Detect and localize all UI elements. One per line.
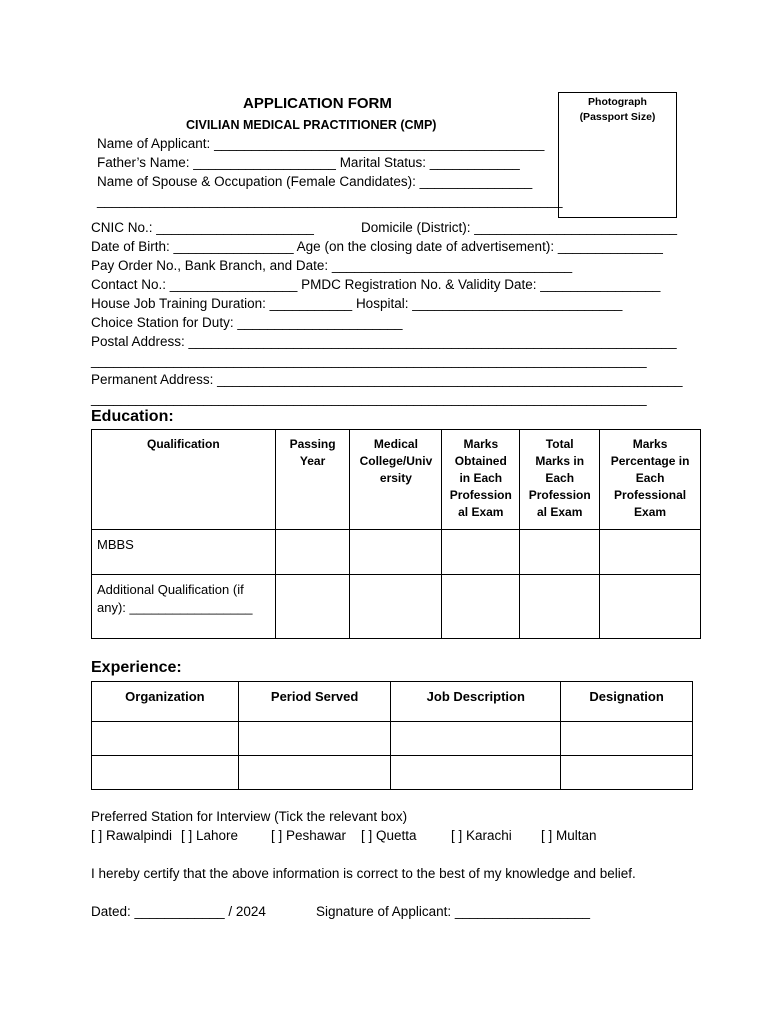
table-cell[interactable] [391, 722, 561, 756]
table-cell[interactable] [350, 530, 442, 575]
choice-station-field[interactable]: Choice Station for Duty: ______________________ [91, 315, 403, 330]
declaration-text: I hereby certify that the above information is correct to the best of my knowledge and belief. [91, 866, 636, 881]
table-cell[interactable] [92, 756, 239, 790]
photograph-label: Photograph [588, 96, 647, 108]
table-cell[interactable] [275, 575, 350, 639]
table-row [92, 530, 701, 575]
table-cell[interactable] [391, 756, 561, 790]
passing-year-header: Passing Year [275, 430, 350, 530]
passport-size-label: (Passport Size) [579, 111, 656, 123]
mbbs-label: MBBS [92, 530, 276, 575]
table-cell[interactable] [600, 575, 701, 639]
qualification-header: Qualification [92, 430, 276, 530]
period-served-header: Period Served [238, 682, 391, 722]
table-row [92, 722, 693, 756]
experience-heading: Experience: [91, 659, 182, 676]
designation-header: Designation [561, 682, 693, 722]
cnic-field[interactable]: CNIC No.: _____________________ [91, 220, 314, 235]
spouse-occupation-continuation[interactable]: ______________________________________________________________ [97, 193, 563, 208]
medical-college-header: Medical College/Univ ersity [350, 430, 442, 530]
table-row [92, 756, 693, 790]
total-marks-header: Total Marks in Each Profession al Exam [520, 430, 600, 530]
experience-header-row [92, 682, 693, 722]
spouse-occupation-field[interactable]: Name of Spouse & Occupation (Female Candidates): _______________ [97, 174, 533, 189]
table-cell[interactable] [561, 722, 693, 756]
domicile-field[interactable]: Domicile (District): ___________________________ [361, 220, 677, 235]
job-description-header: Job Description [391, 682, 561, 722]
postal-address-field[interactable]: Postal Address: _________________________________________________________________ [91, 334, 677, 349]
table-cell[interactable] [238, 722, 391, 756]
table-row [92, 575, 701, 639]
house-job-hospital-field[interactable]: House Job Training Duration: ___________ Hospital: ____________________________ [91, 296, 623, 311]
table-cell[interactable] [92, 722, 239, 756]
photograph-box[interactable] [558, 92, 677, 218]
station-option-quetta[interactable]: [ ] Quetta [361, 828, 417, 843]
applicant-name-field[interactable]: Name of Applicant: ____________________________________________ [97, 136, 545, 151]
station-option-lahore[interactable]: [ ] Lahore [181, 828, 239, 843]
dated-field[interactable]: Dated: ____________ / 2024 [91, 904, 266, 919]
station-option-rawalpindi[interactable]: [ ] Rawalpindi [91, 828, 173, 843]
education-table [91, 429, 701, 639]
table-cell[interactable] [520, 575, 600, 639]
table-cell[interactable] [350, 575, 442, 639]
permanent-address-continuation[interactable]: __________________________________________________________________________ [91, 391, 647, 406]
postal-address-continuation[interactable]: __________________________________________________________________________ [91, 353, 647, 368]
interview-station-prompt: Preferred Station for Interview (Tick the relevant box) [91, 809, 408, 824]
station-option-peshawar[interactable]: [ ] Peshawar [271, 828, 347, 843]
education-heading: Education: [91, 408, 174, 425]
form-subtitle: CIVILIAN MEDICAL PRACTITIONER (CMP) [186, 118, 437, 132]
father-name-marital-status-field[interactable]: Father’s Name: ___________________ Marital Status: ____________ [97, 155, 520, 170]
table-cell[interactable] [520, 530, 600, 575]
additional-qualification-label[interactable]: Additional Qualification (if any): _________________ [92, 575, 276, 639]
experience-table [91, 681, 693, 790]
contact-pmdc-field[interactable]: Contact No.: _________________ PMDC Registration No. & Validity Date: ________________ [91, 277, 661, 292]
education-header-row [92, 430, 701, 530]
form-title: APPLICATION FORM [243, 95, 392, 112]
table-cell[interactable] [561, 756, 693, 790]
organization-header: Organization [92, 682, 239, 722]
station-option-multan[interactable]: [ ] Multan [541, 828, 597, 843]
table-cell[interactable] [238, 756, 391, 790]
signature-field[interactable]: Signature of Applicant: __________________ [316, 904, 590, 919]
dob-age-field[interactable]: Date of Birth: ________________ Age (on the closing date of advertisement): ______________ [91, 239, 663, 254]
station-option-karachi[interactable]: [ ] Karachi [451, 828, 512, 843]
table-cell[interactable] [442, 575, 520, 639]
marks-obtained-header: Marks Obtained in Each Profession al Exam [442, 430, 520, 530]
marks-percentage-header: Marks Percentage in Each Professional Exam [600, 430, 701, 530]
table-cell[interactable] [275, 530, 350, 575]
pay-order-field[interactable]: Pay Order No., Bank Branch, and Date: ________________________________ [91, 258, 573, 273]
table-cell[interactable] [442, 530, 520, 575]
table-cell[interactable] [600, 530, 701, 575]
permanent-address-field[interactable]: Permanent Address: ______________________________________________________________ [91, 372, 683, 387]
